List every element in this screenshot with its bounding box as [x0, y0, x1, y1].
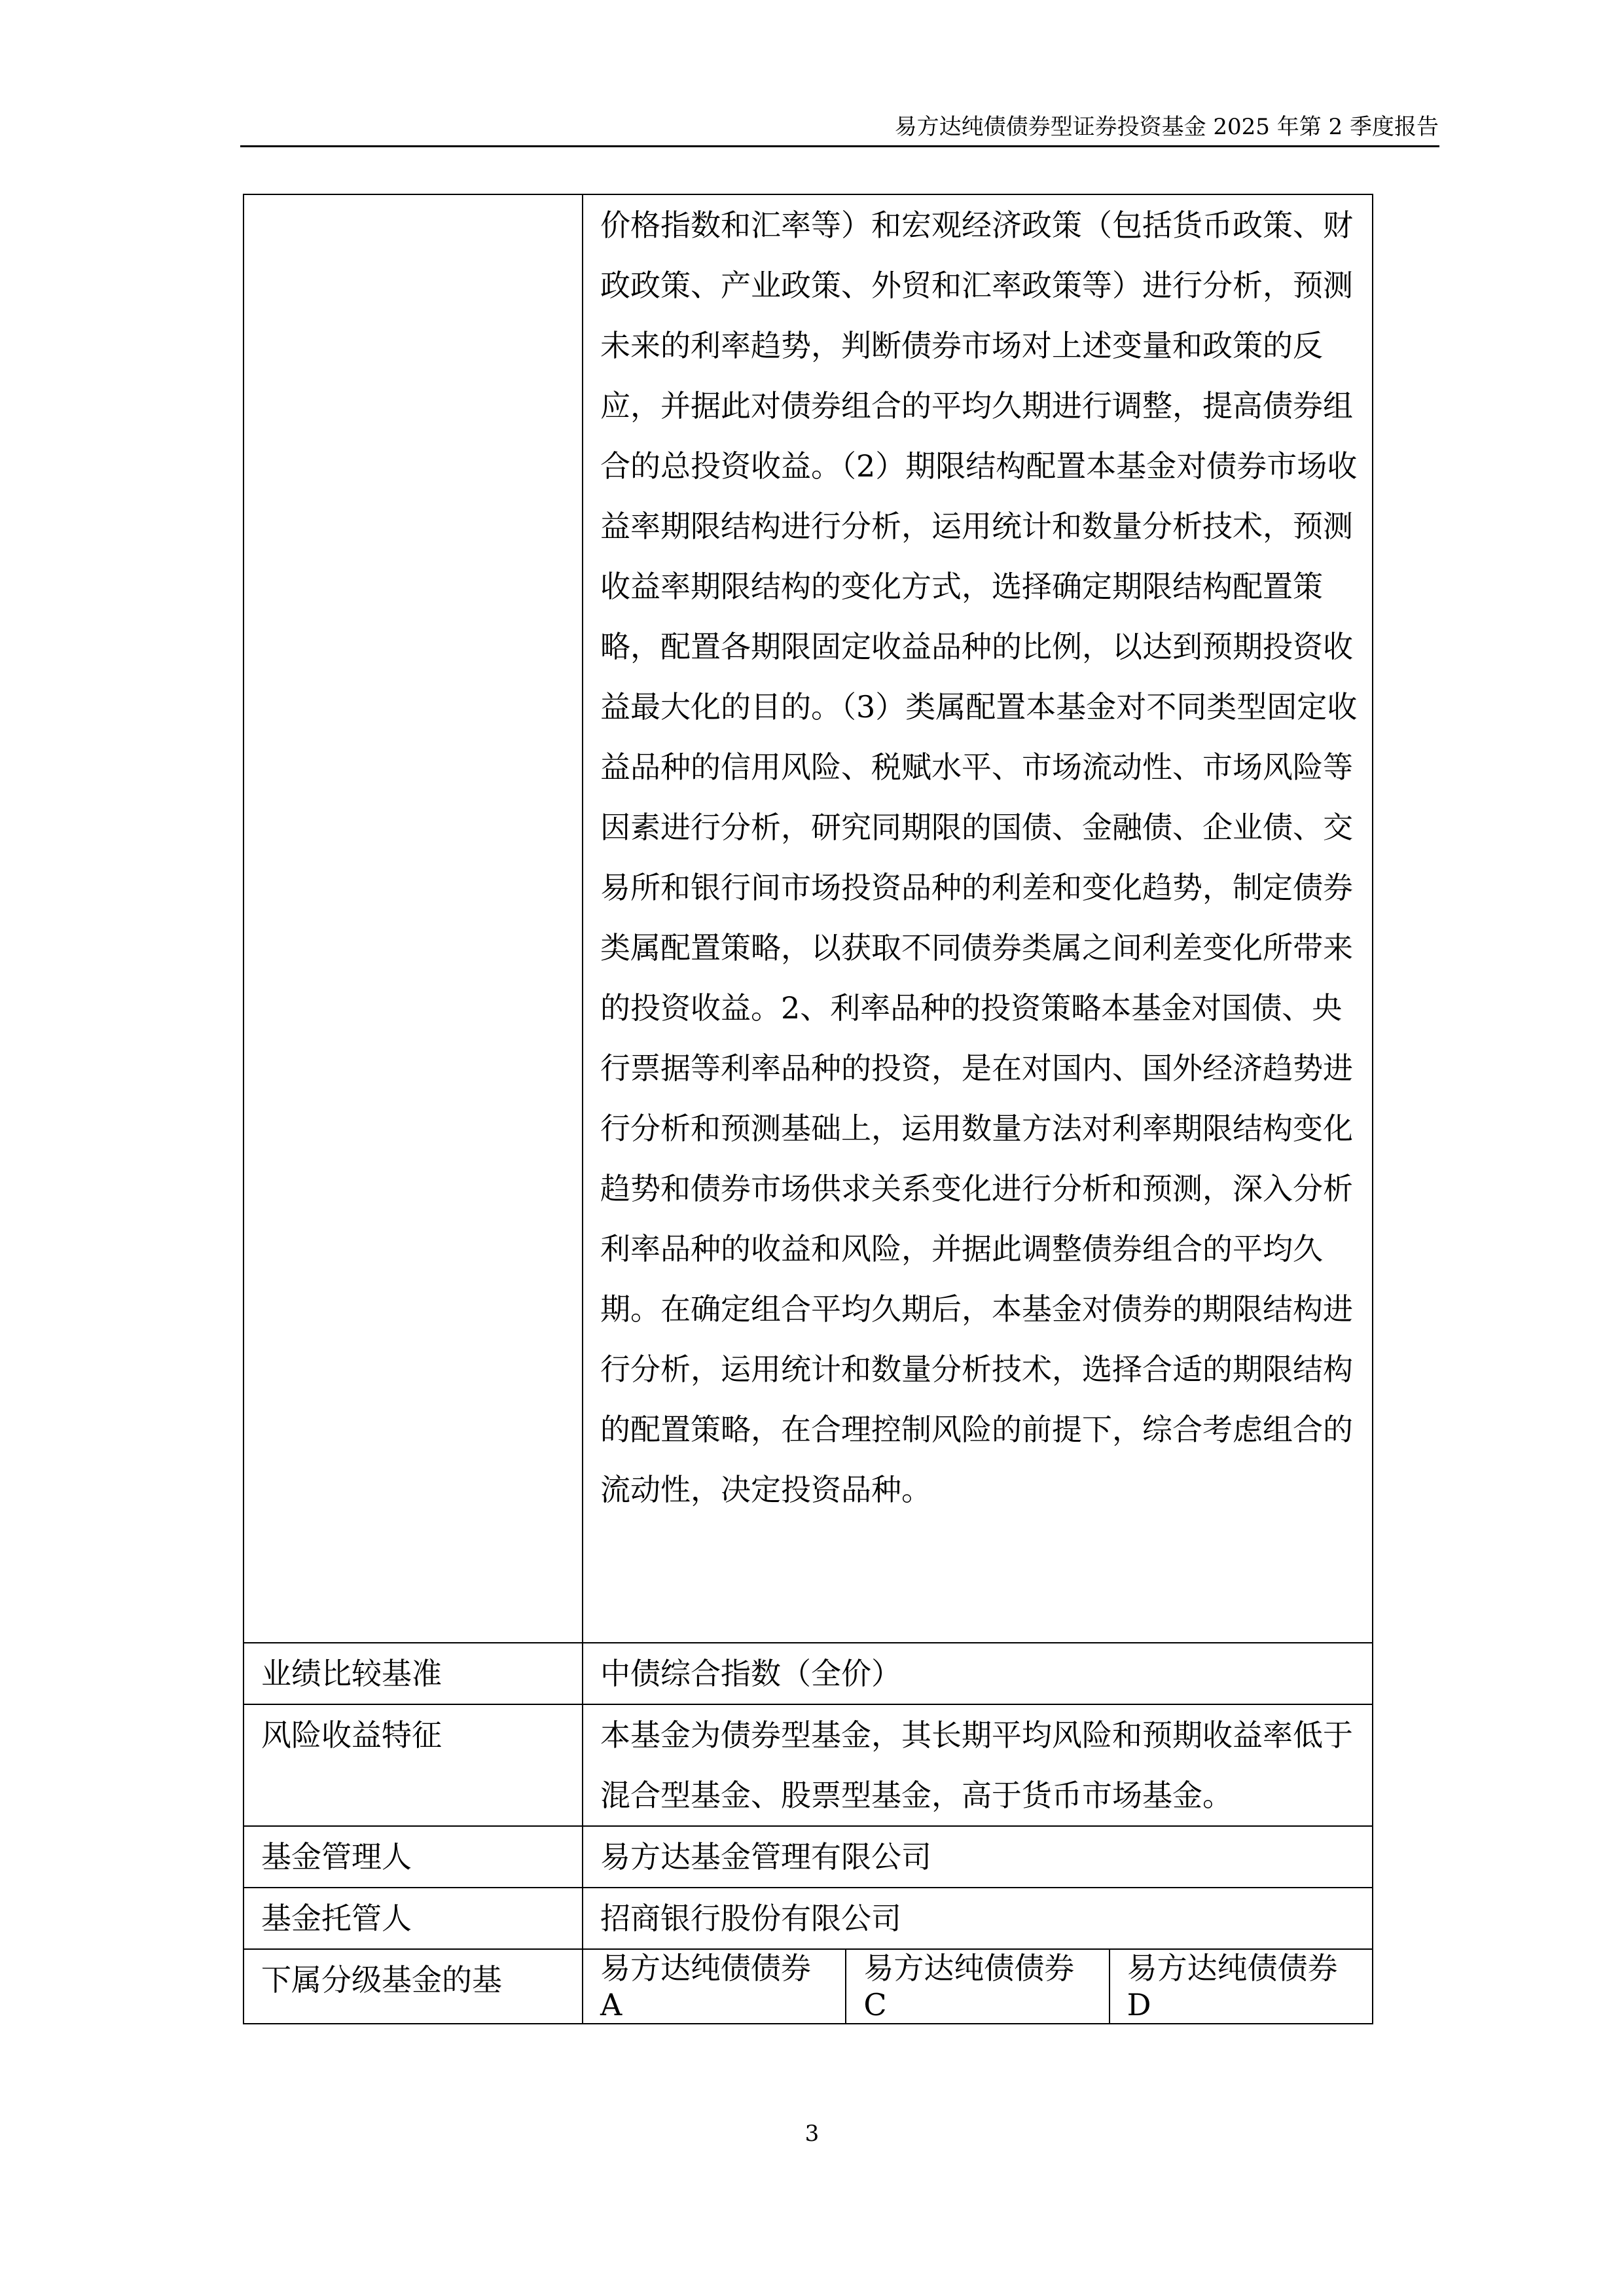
share-class-a: 易方达纯债债券A: [583, 1949, 846, 2024]
fund-manager-value: 易方达基金管理有限公司: [583, 1826, 1373, 1888]
share-class-c: 易方达纯债债券C: [846, 1949, 1109, 2024]
table-row: [244, 1704, 1373, 1826]
strategy-label-cell: [244, 194, 583, 1643]
table-row: [244, 1888, 1373, 1949]
header-divider: [240, 145, 1439, 147]
page-number: 3: [804, 2121, 820, 2147]
table-row: [244, 1949, 1373, 2024]
fund-info-table: [243, 194, 1373, 2024]
table-row: [244, 1643, 1373, 1704]
share-class-d: 易方达纯债债券D: [1110, 1949, 1373, 2024]
risk-return-value: 本基金为债券型基金，其长期平均风险和预期收益率低于混合型基金、股票型基金，高于货币市场基金。: [583, 1704, 1373, 1826]
custodian-value: 招商银行股份有限公司: [583, 1888, 1373, 1949]
table-row: [244, 194, 1373, 1643]
table-row: [244, 1826, 1373, 1888]
benchmark-value: 中债综合指数（全价）: [583, 1643, 1373, 1704]
risk-return-label: 风险收益特征: [244, 1704, 583, 1826]
benchmark-label: 业绩比较基准: [244, 1643, 583, 1704]
custodian-label: 基金托管人: [244, 1888, 583, 1949]
share-class-label: 下属分级基金的基: [244, 1949, 583, 2024]
fund-manager-label: 基金管理人: [244, 1826, 583, 1888]
investment-strategy-text: 价格指数和汇率等）和宏观经济政策（包括货币政策、财政政策、产业政策、外贸和汇率政策等）进行分析，预测未来的利率趋势，判断债券市场对上述变量和政策的反应，并据此对债券组合的平均久期进行调整，提高债券组合的总投资收益。（2）期限结构配置本基金对债券市场收益率期限结构进行分析，运用统计和数量分析技术，预测收益率期限结构的变化方式，选择确定期限结构配置策略，配置各期限固定收益品种的比例，以达到预期投资收益最大化的目的。（3）类属配置本基金对不同类型固定收益品种的信用风险、税赋水平、市场流动性、市场风险等因素进行分析，研究同期限的国债、金融债、企业债、交易所和银行间市场投资品种的利差和变化趋势，制定债券类属配置策略，以获取不同债券类属之间利差变化所带来的投资收益。2、利率品种的投资策略本基金对国债、央行票据等利率品种的投资，是在对国内、国外经济趋势进行分析和预测基础上，运用数量方法对利率期限结构变化趋势和债券市场供求关系变化进行分析和预测，深入分析利率品种的收益和风险，并据此调整债券组合的平均久期。在确定组合平均久期后，本基金对债券的期限结构进行分析，运用统计和数量分析技术，选择合适的期限结构的配置策略，在合理控制风险的前提下，综合考虑组合的流动性，决定投资品种。: [583, 194, 1373, 1643]
report-header-title: 易方达纯债债券型证券投资基金 2025 年第 2 季度报告: [894, 114, 1439, 140]
